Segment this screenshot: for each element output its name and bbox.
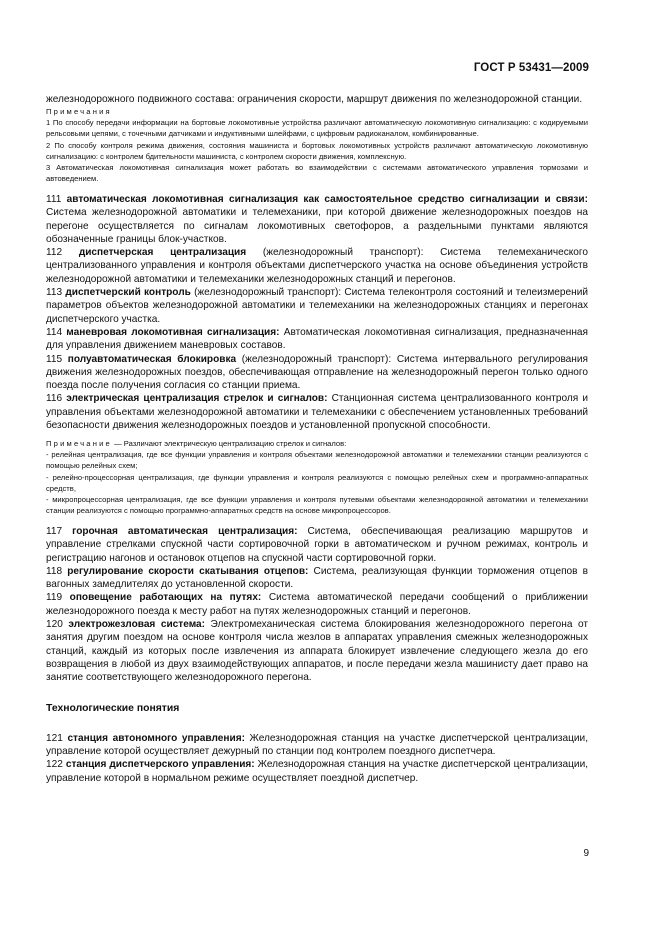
term-number: 115 [46,353,63,365]
term-qualifier: (железнодорожный транспорт): [190,287,342,299]
term-entry-118 [46,565,588,592]
term-name: диспетчерский контроль [65,287,191,299]
notes-block-2 [46,438,588,516]
term-number: 113 [46,287,63,299]
note-lead [46,438,588,449]
page-number: 9 [583,848,589,859]
term-name: горочная автоматическая централизация: [72,525,298,537]
section-title: Технологические понятия [46,702,180,714]
term-definition: Система, реализующая функции торможения отцепов в вагонных замедлителях до установленной скорости. [46,565,588,591]
note-lead-text: — Различают электрическую централизацию стрелок и сигналов: [111,439,347,449]
term-qualifier: (железнодорожный транспорт): [246,247,424,259]
term-name: электрическая централизация стрелок и сигналов: [66,393,328,405]
term-number: 119 [46,592,63,604]
term-definition: Система телеконтроля состояний и телеизмерений параметров объектов железнодорожной автоматики и телемеханики на железнодорожных станциях и перегонах диспетчерского участка. [46,287,588,325]
term-number: 116 [46,393,63,405]
note-item: - релейная централизация, где все функции управления и контроля объектами железнодорожной автоматики и телемеханики станции реализуются с помощью релейных схем; [46,450,588,471]
term-name: станция диспетчерского управления: [65,759,255,771]
terms-group-3 [46,732,588,785]
term-entry-115 [46,353,588,393]
term-entry-114 [46,326,588,353]
term-name: электрожезловая система: [68,619,206,631]
term-name: маневровая локомотивная сигнализация: [66,326,280,338]
term-entry-111 [46,193,588,246]
term-name: станция автономного управления: [67,732,245,744]
term-qualifier: (железнодорожный транспорт): [236,353,392,365]
term-definition: Система автоматической передачи сообщений о приближении железнодорожного поезда к месту работ на путях железнодорожных станций и перегонов. [46,592,588,617]
note-item: 3 Автоматическая локомотивная сигнализация может работать во взаимодействии с системами автоматического управления тормозами и автоведением. [46,162,588,183]
term-definition: Система железнодорожной автоматики и телемеханики, при которой движение железнодорожных поездов на перегоне осуществляется по сигналам локомотивных светофоров, а раздельными пунктами являются обозначенные границы блок-участков. [46,207,588,245]
term-number: 121 [46,732,63,744]
notes-block-1 [46,106,588,184]
document-body [46,93,588,785]
term-number: 112 [46,247,63,259]
term-number: 118 [46,565,63,577]
term-definition: Автоматическая локомотивная сигнализация, предназначенная для управления движением маневровых составов. [46,326,588,352]
term-definition: Электромеханическая система блокирования железнодорожного перегона от занятия другим поездом на основе контроля числа жезлов в аппаратах управления смежных железнодорожных станций, каждый из которых после извлечения из аппарата блокирует извлечение следующего жезла до его возвращения в любой из двух взаимодействующих аппаратов, и после передачи жезла машинисту дает право на занятие соответствующего железнодорожного перегона. [46,619,588,684]
terms-group-2 [46,525,588,685]
standard-header: ГОСТ Р 53431—2009 [473,62,589,74]
term-definition: Система интервального регулирования движения железнодорожных поездов, обеспечивающая отправление на железнодорожный перегон только одного поезда после получения согласия со станции приема. [46,353,588,392]
term-name: полуавтоматическая блокировка [67,353,237,365]
term-name: оповещение работающих на путях: [69,592,262,604]
term-name: регулирование скорости скатывания отцепов: [67,565,309,577]
term-entry-116 [46,392,588,432]
term-definition: Станционная система централизованного контроля и управления объектами железнодорожной автоматики и телемеханики с обеспечением установленных требований безопасности движения железнодорожных поездов и установленной пропускной способности. [46,393,588,431]
term-number: 122 [46,759,63,771]
term-entry-113 [46,286,588,326]
term-number: 120 [46,619,63,631]
notes-heading: Примечания [46,107,112,117]
term-entry-120 [46,618,588,684]
term-definition: Железнодорожная станция на участке диспетчерской централизации, управление которой в нормальном режиме осуществляет поездной диспетчер. [46,759,589,784]
term-number: 114 [46,326,63,338]
term-number: 111 [46,193,62,205]
term-entry-121 [46,732,588,759]
intro-paragraph: железнодорожного подвижного состава: ограничения скорости, маршрут движения по железнодорожной станции. [46,94,583,105]
note-item: 1 По способу передачи информации на бортовые локомотивные устройства различают автоматическую локомотивную сигнализацию: с кодируемыми рельсовыми цепями, с точечными датчиками и индуктивными шлейфами, с цифровым радиоканалом, комбинированные. [46,118,588,139]
term-entry-112 [46,246,588,286]
term-name: автоматическая локомотивная сигнализация как самостоятельное средство сигнализации и связи: [66,193,588,205]
note-item: 2 По способу контроля режима движения, состояния машиниста и бортовых локомотивных устройств различают автоматическую локомотивную сигнализацию: с контролем бдительности машиниста, с контролем скорости движения, комплексную. [46,140,588,161]
term-number: 117 [46,525,63,537]
notes-heading: Примечание [46,439,112,449]
term-definition: Железнодорожная станция на участке диспетчерской централизации, управление которой осуществляет дежурный по станции под контролем поездного диспетчера. [46,732,588,758]
note-item: - релейно-процессорная централизация, где функции управления и контроля реализуются с помощью релейных схем и программно-аппаратных средств, [46,472,588,493]
term-entry-119 [46,591,588,618]
term-name: диспетчерская централизация [78,247,247,259]
term-definition: Система, обеспечивающая реализацию маршрутов и управление стрелками спускной части сортировочной горки в автоматическом и ручном режимах, контроль и регистрацию нагонов и остановок отцепов на спускной части сортировочной горки. [46,525,588,564]
term-definition: Система телемеханического централизованного управления и контроля объектами диспетчерского участка на основе объединения устройств железнодорожной автоматики и телемеханики железнодорожных станций и перегонов. [46,247,588,285]
note-item: - микропроцессорная централизация, где все функции управления и контроля путевыми объектами железнодорожной автоматики и телемеханики станции реализуются с помощью программно-аппаратных средств на основе микропроцессоров. [46,494,588,515]
term-entry-117 [46,525,588,565]
term-entry-122 [46,758,588,785]
terms-group-1 [46,193,588,432]
